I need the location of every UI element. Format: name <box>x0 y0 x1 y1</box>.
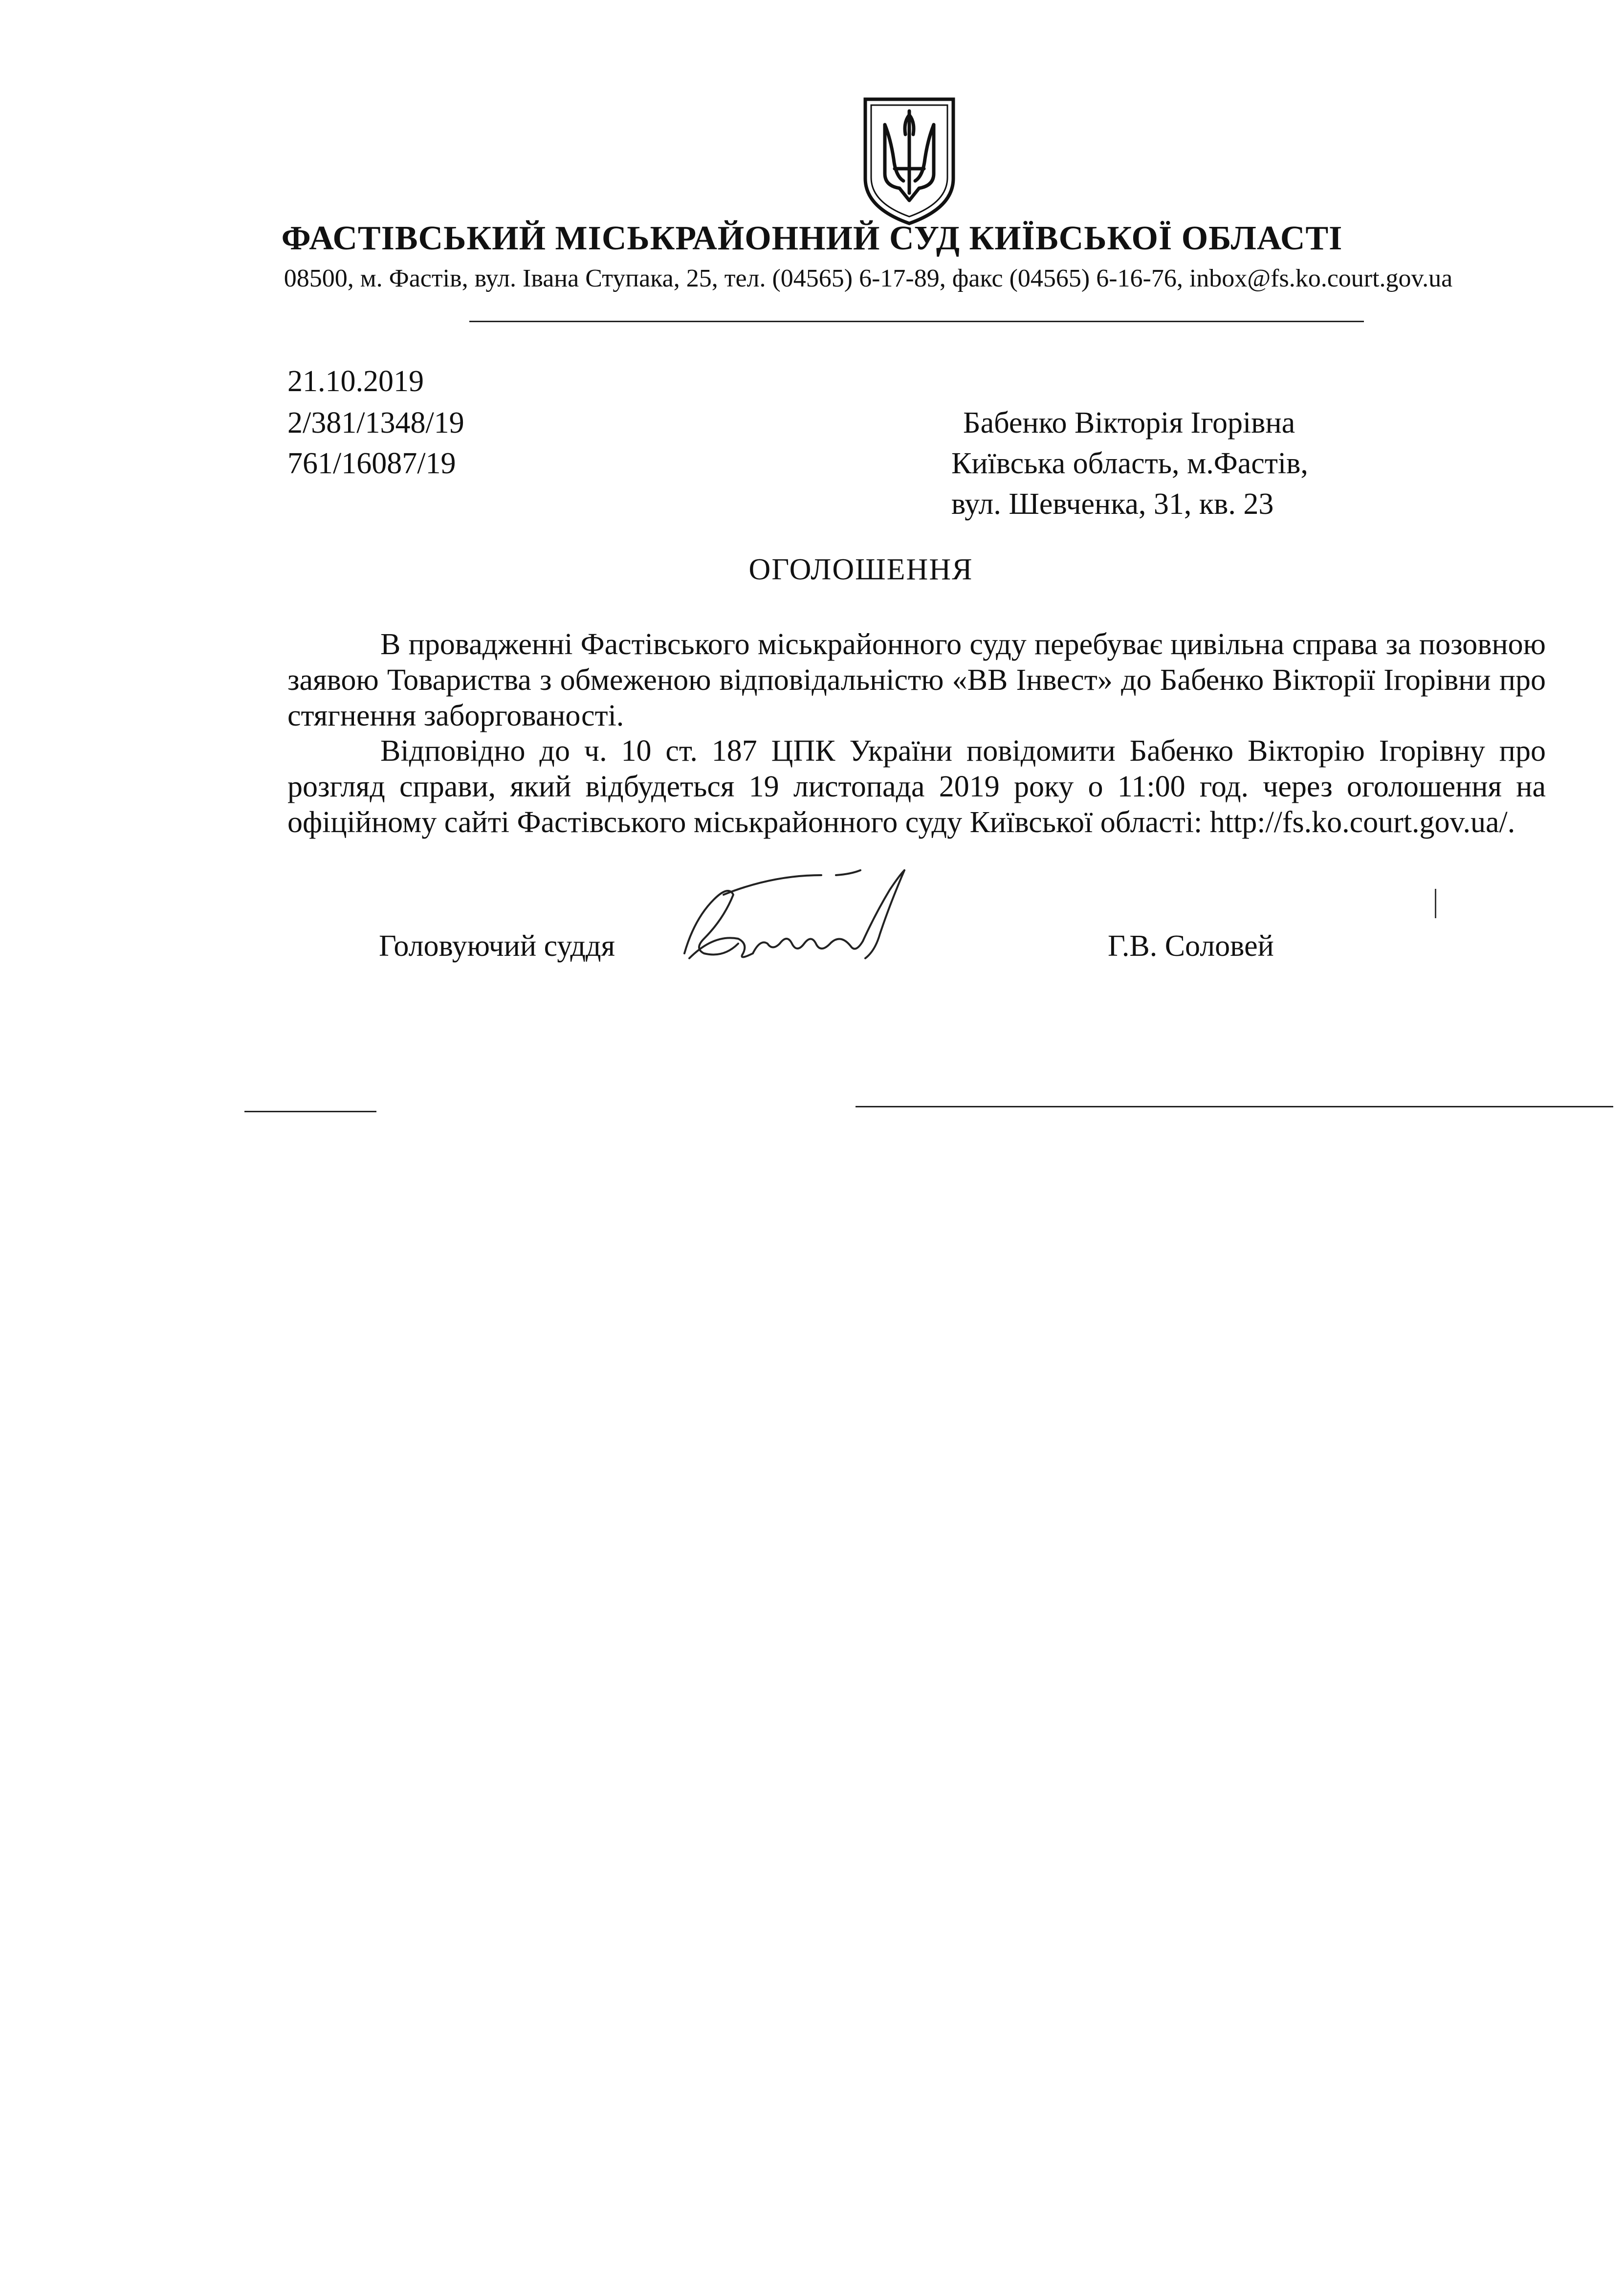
case-number-secondary: 761/16087/19 <box>287 447 456 480</box>
notice-paragraph-1-text: В провадженні Фастівського міськрайонного суду перебуває цивільна справа за позовною заявою Товариства з обмеженою відповідальністю «ВВ Інвест» до Бабенко Вікторії Ігорівни про стягнення заборгованості. <box>287 628 1546 732</box>
bottom-rule-left <box>244 1111 376 1112</box>
addressee-address-line-1: Київська область, м.Фастів, <box>951 447 1308 480</box>
notice-paragraph-2-text: Відповідно до ч. 10 ст. 187 ЦПК України повідомити Бабенко Вікторію Ігорівну про розгляд справи, який відбудеться 19 листопада 2019 року о 11:00 год. через оголошення на офіційному сайті Фастівського міськрайонного суду Київської області: http://fs.ko.court.gov.ua/. <box>287 734 1546 839</box>
addressee-name: Бабенко Вікторія Ігорівна <box>963 406 1295 440</box>
notice-heading: ОГОЛОШЕННЯ <box>748 553 973 586</box>
signature-role: Головуючий суддя <box>379 929 615 963</box>
court-name: ФАСТІВСЬКИЙ МІСЬКРАЙОННИЙ СУД КИЇВСЬКОЇ ОБЛАСТІ <box>281 220 1343 257</box>
margin-mark <box>1435 889 1436 918</box>
court-address: 08500, м. Фастів, вул. Івана Ступака, 25, тел. (04565) 6-17-89, факс (04565) 6-16-76, inbox@fs.ko.court.gov.ua <box>284 265 1453 292</box>
notice-paragraph-2 <box>287 733 1546 840</box>
bottom-rule-right <box>856 1106 1613 1107</box>
case-number-primary: 2/381/1348/19 <box>287 406 464 440</box>
trident-emblem-icon <box>860 95 958 227</box>
handwritten-signature-icon <box>675 860 919 978</box>
document-date: 21.10.2019 <box>287 365 424 398</box>
addressee-address-line-2: вул. Шевченка, 31, кв. 23 <box>951 487 1274 521</box>
notice-paragraph-1 <box>287 627 1546 734</box>
header-divider <box>469 321 1364 322</box>
judge-name: Г.В. Соловей <box>1108 929 1274 963</box>
